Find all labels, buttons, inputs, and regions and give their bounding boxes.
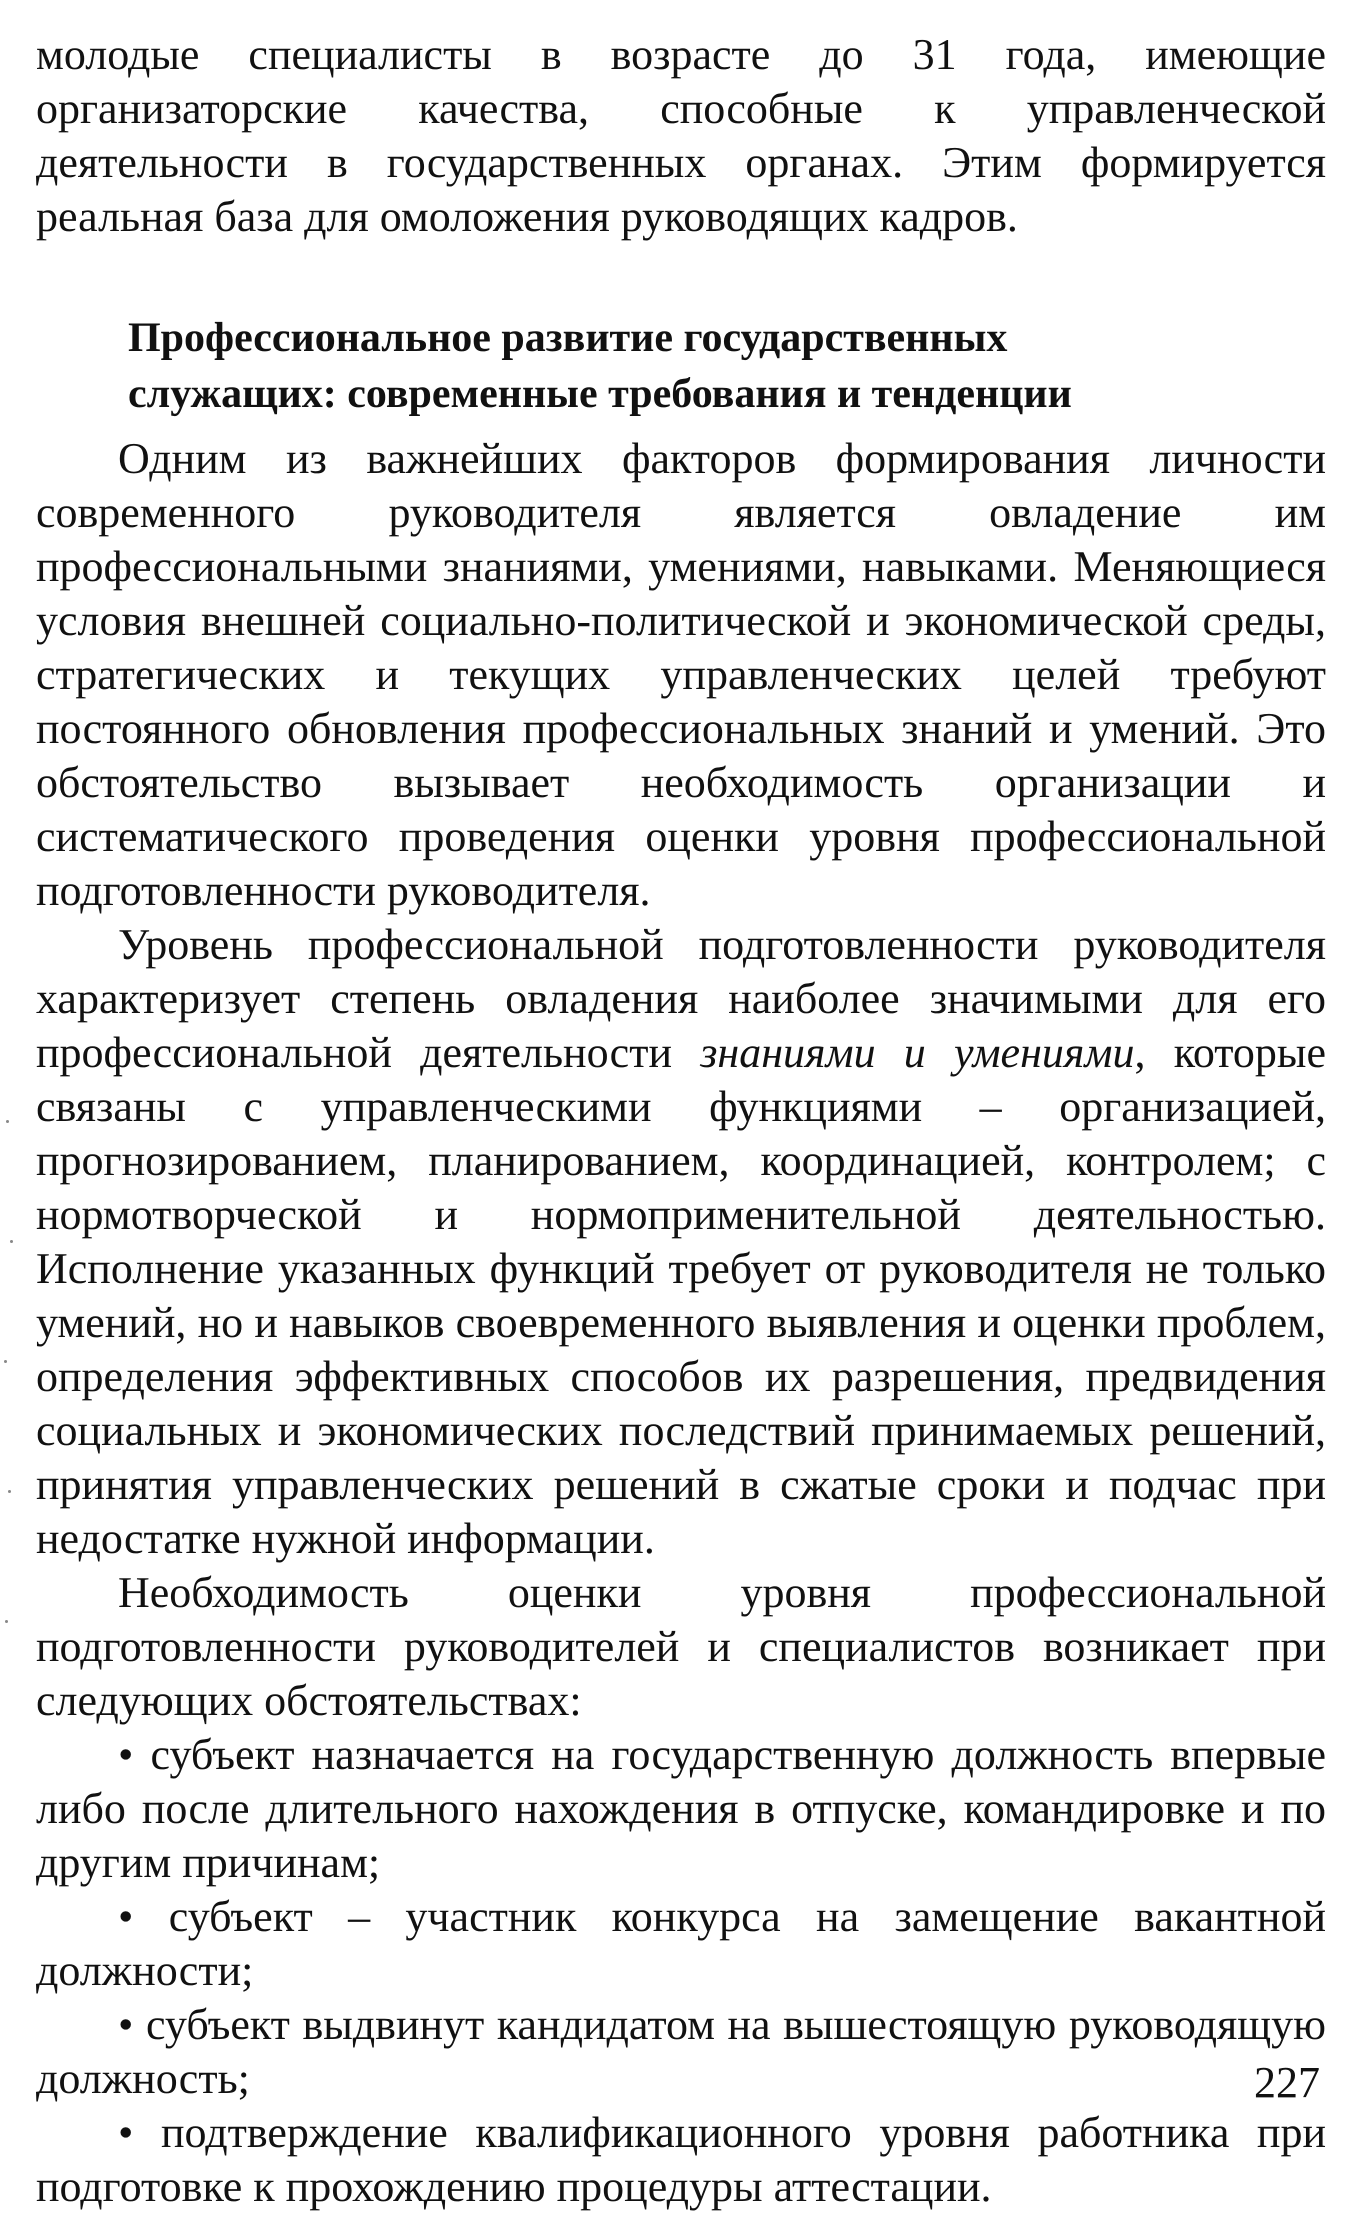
section-heading-line-2: служащих: современные требования и тенденции bbox=[128, 371, 1072, 417]
paragraph-2 bbox=[36, 918, 1326, 1566]
section-heading-line-1: Профессиональное развитие государственных bbox=[128, 315, 1008, 361]
paragraph-2-start: Уровень профессиональной подготовленности руководителя характеризует степень овладения наиболее значимыми для его профессиональной деятельности bbox=[36, 920, 1326, 1077]
paragraph-3: Необходимость оценки уровня профессиональной подготовленности руководителей и специалистов возникает при следующих обстоятельствах: bbox=[36, 1568, 1326, 1725]
book-page bbox=[36, 28, 1326, 2214]
paragraph-1: Одним из важнейших факторов формирования личности современного руководителя является овладение им профессиональными знаниями, умениями, навыками. Меняющиеся условия внешней социально-политической и экономической среды, стратегических и текущих управленческих целей требуют постоянного обновления профессиональных знаний и умений. Это обстоятельство вызывает необходимость организации и систематического проведения оценки уровня профессиональной подготовленности руководителя. bbox=[36, 434, 1326, 915]
scan-margin-specks bbox=[0, 1100, 20, 1700]
section-heading bbox=[128, 310, 1218, 422]
bullet-item-4: • подтверждение квалификационного уровня работника при подготовке к прохождению процедуры аттестации. bbox=[36, 2108, 1326, 2211]
bullet-item-3: • субъект выдвинут кандидатом на вышестоящую руководящую должность; bbox=[36, 2000, 1326, 2103]
bullet-item-1: • субъект назначается на государственную должность впервые либо после длительного нахождения в отпуске, командировке и по другим причинам; bbox=[36, 1730, 1326, 1887]
page-number: 227 bbox=[1254, 2058, 1320, 2107]
paragraph-2-italic: знаниями и умениями bbox=[700, 1028, 1135, 1077]
paragraph-2-end: , которые связаны с управленческими функциями – организацией, прогнозированием, планированием, координацией, контролем; с нормотворческой и нормоприменительной деятельностью. Исполнение указанных функций требует от руководителя не только умений, но и навыков своевременного выявления и оценки проблем, определения эффективных способов их разрешения, предвидения социальных и экономических последствий принимаемых решений, принятия управленческих решений в сжатые сроки и подчас при недостатке нужной информации. bbox=[36, 1028, 1326, 1563]
intro-paragraph: молодые специалисты в возрасте до 31 года, имеющие организаторские качества, способные к управленческой деятельности в государственных органах. Этим формируется реальная база для омоложения руководящих кадров. bbox=[36, 30, 1326, 241]
bullet-item-2: • субъект – участник конкурса на замещение вакантной должности; bbox=[36, 1892, 1326, 1995]
